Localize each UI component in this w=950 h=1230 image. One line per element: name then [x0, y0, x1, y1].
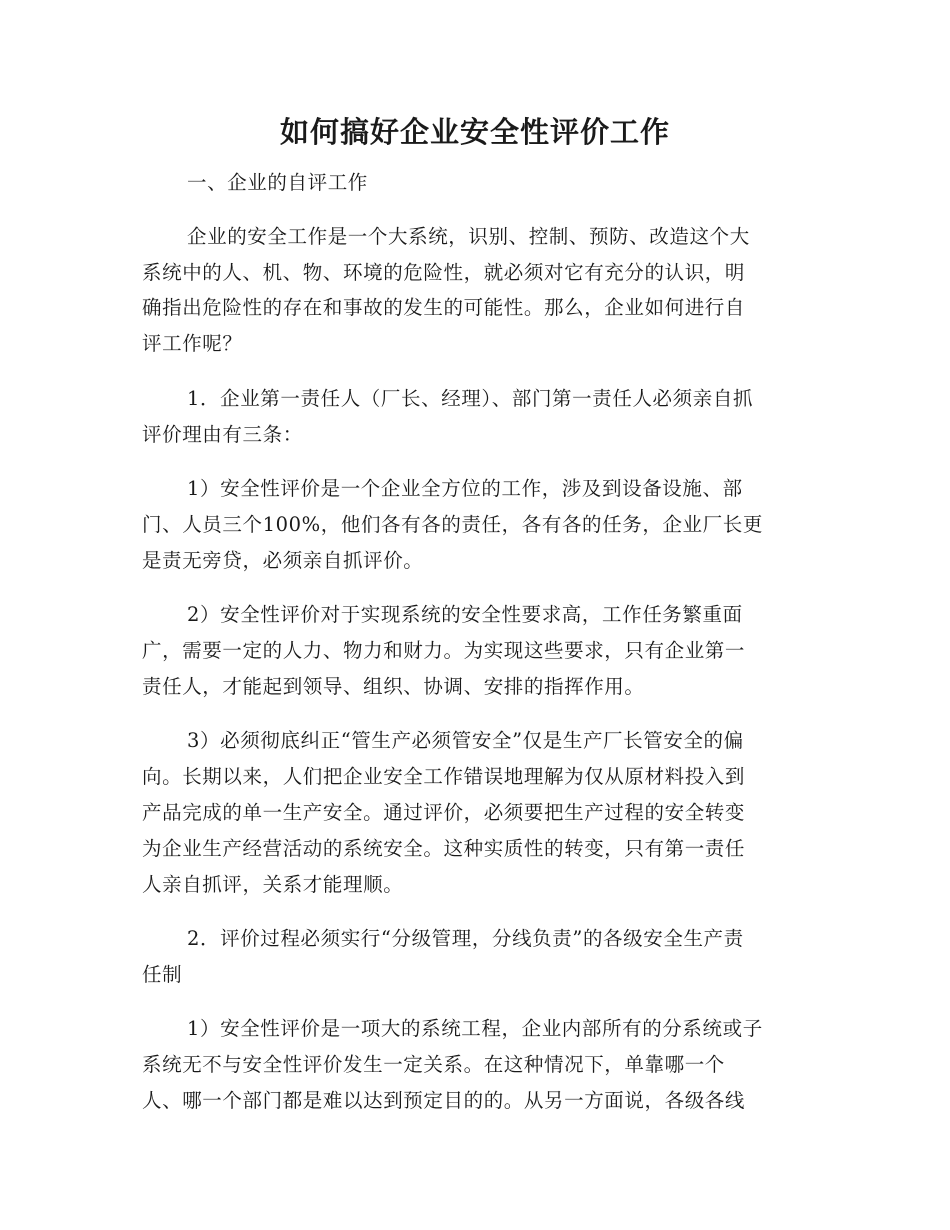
paragraph-line: 评工作呢？ [142, 332, 243, 355]
paragraph-line: 1．企业第一责任人（厂长、经理）、部门第一责任人必须亲自抓 [187, 387, 754, 410]
document-title: 如何搞好企业安全性评价工作 [279, 115, 670, 149]
paragraph-line: 1）安全性评价是一个企业全方位的工作，涉及到设备设施、部 [187, 477, 743, 500]
paragraph-line: 人亲自抓评，关系才能理顺。 [142, 873, 404, 896]
paragraph-line: 是责无旁贷，必须亲自抓评价。 [142, 549, 424, 572]
paragraph-line: 2．评价过程必须实行“分级管理，分线负责”的各级安全生产责 [187, 927, 744, 950]
paragraph-line: 任制 [142, 963, 183, 986]
paragraph-line: 确指出危险性的存在和事故的发生的可能性。那么，企业如何进行自 [142, 296, 746, 319]
paragraph-line: 系统无不与安全性评价发生一定关系。在这种情况下，单靠哪一个 [142, 1053, 725, 1076]
paragraph-line: 人、哪一个部门都是难以达到预定目的的。从另一方面说，各级各线 [142, 1089, 746, 1112]
paragraph-line: 企业的安全工作是一个大系统，识别、控制、预防、改造这个大 [187, 225, 750, 248]
paragraph-line: 广，需要一定的人力、物力和财力。为实现这些要求，只有企业第一 [142, 639, 746, 662]
paragraph-line: 责任人，才能起到领导、组织、协调、安排的指挥作用。 [142, 675, 645, 698]
paragraph-line: 系统中的人、机、物、环境的危险性，就必须对它有充分的认识，明 [142, 261, 746, 284]
paragraph-line: 产品完成的单一生产安全。通过评价，必须要把生产过程的安全转变 [142, 801, 746, 824]
paragraph-line: 2）安全性评价对于实现系统的安全性要求高，工作任务繁重面 [187, 603, 743, 626]
paragraph-line: 评价理由有三条： [142, 423, 303, 446]
paragraph-line: 向。长期以来，人们把企业安全工作错误地理解为仅从原材料投入到 [142, 765, 746, 788]
paragraph-line: 门、人员三个100%，他们各有各的责任，各有各的任务，企业厂长更 [142, 513, 763, 536]
paragraph-line: 为企业生产经营活动的系统安全。这种实质性的转变，只有第一责任 [142, 837, 746, 860]
paragraph-line: 3）必须彻底纠正“管生产必须管安全”仅是生产厂长管安全的偏 [187, 729, 744, 752]
paragraph-line: 1）安全性评价是一项大的系统工程，企业内部所有的分系统或子 [187, 1017, 763, 1040]
section-heading: 一、企业的自评工作 [187, 171, 368, 194]
